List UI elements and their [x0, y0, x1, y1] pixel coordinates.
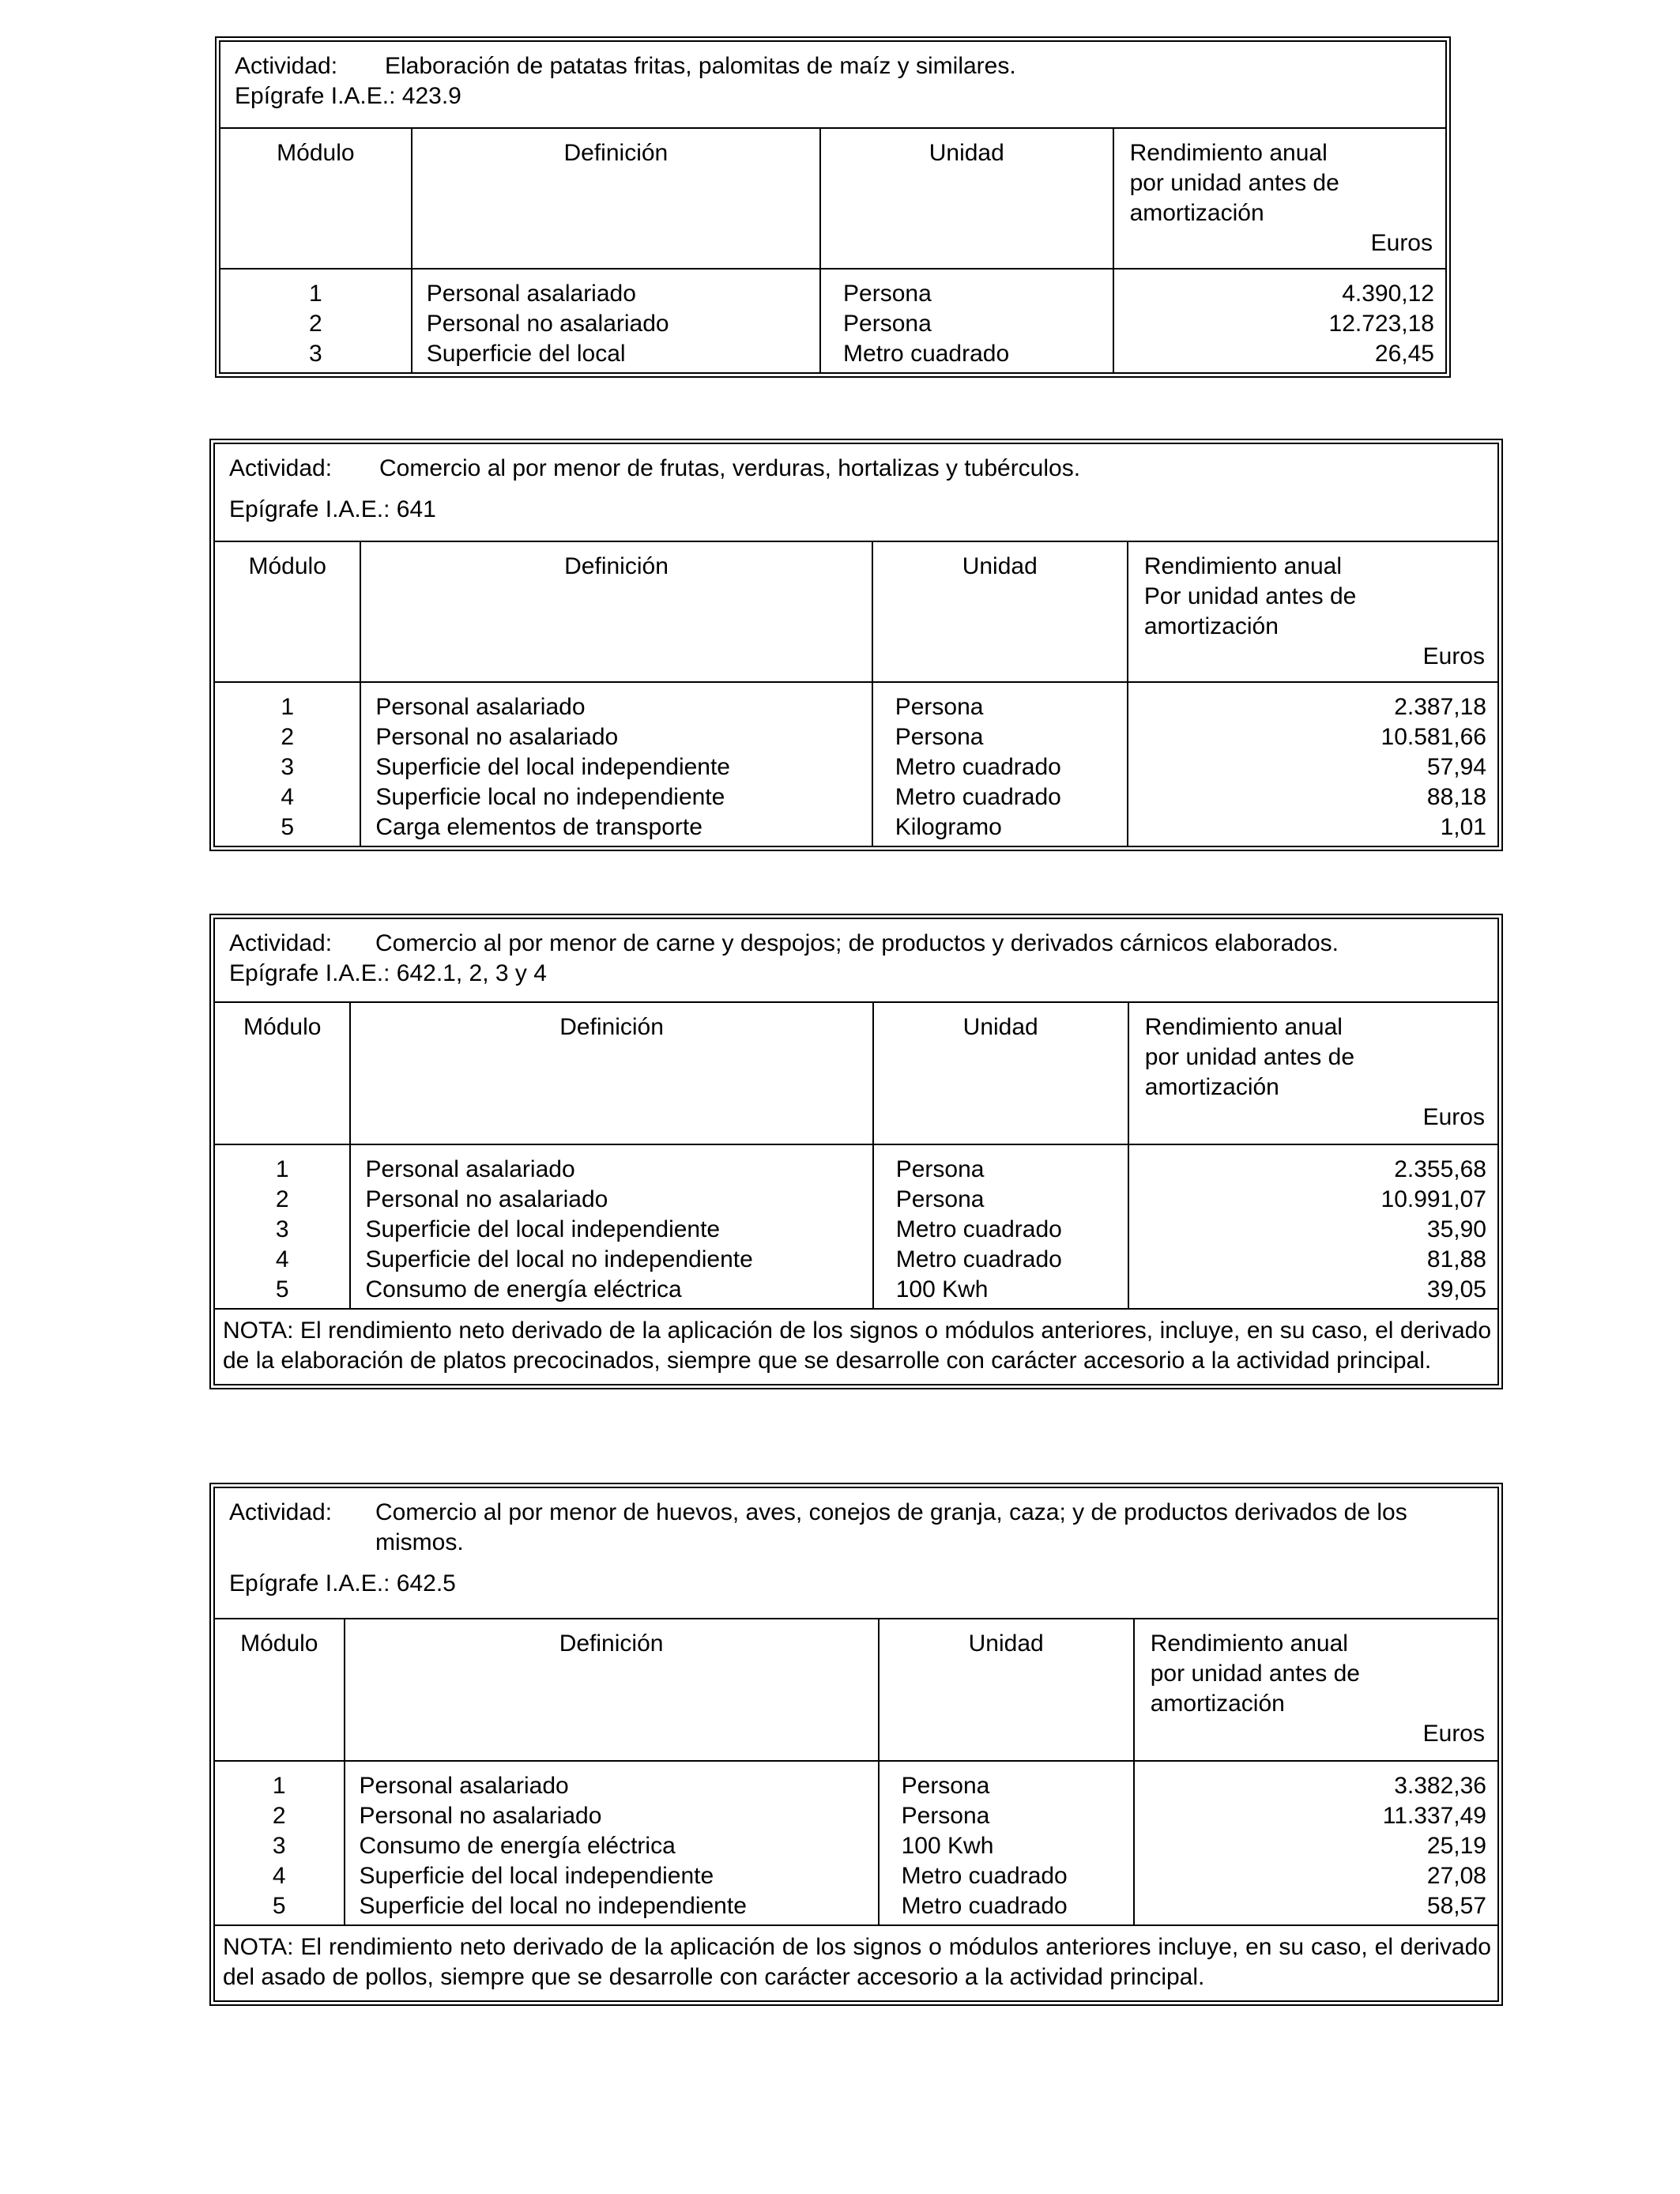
modulo-cell: 1 [272, 1773, 286, 1799]
header-rendimiento [1129, 1003, 1497, 1144]
column-header-row [215, 1003, 1497, 1145]
activity-label: Actividad: [235, 53, 338, 79]
unidad-cell: Metro cuadrado [901, 1863, 1068, 1889]
unidad-cell: Metro cuadrado [895, 1216, 1062, 1242]
valor-cell: 4.390,12 [1342, 281, 1434, 307]
modulo-cell: 5 [281, 814, 295, 840]
table-body [215, 1145, 1497, 1308]
column-header-row [220, 129, 1445, 270]
unidad-column [880, 1762, 1135, 1924]
header-euros: Euros [1422, 1104, 1485, 1130]
header-euros: Euros [1422, 1721, 1485, 1747]
header-unidad: Unidad [873, 542, 1128, 681]
activity-label: Actividad: [229, 930, 333, 956]
modulo-cell: 3 [272, 1833, 286, 1859]
definicion-cell: Superficie del local [426, 341, 626, 367]
header-rendimiento [1135, 1619, 1497, 1760]
unidad-column [873, 683, 1128, 846]
valor-cell: 26,45 [1374, 341, 1434, 367]
valor-column [1128, 683, 1497, 846]
header-rendimiento-line: Rendimiento anual [1129, 140, 1328, 166]
valor-cell: 39,05 [1426, 1276, 1486, 1302]
modulo-column [215, 1145, 351, 1308]
modulo-cell: 1 [281, 694, 295, 720]
activity-name: Comercio al por menor de carne y despojos; de productos y derivados cárnicos elaborados. [375, 930, 1339, 956]
valor-cell: 2.355,68 [1394, 1156, 1486, 1182]
definicion-cell: Superficie del local no independiente [365, 1246, 753, 1272]
header-unidad: Unidad [821, 129, 1114, 268]
epigrafe-line: Epígrafe I.A.E.: 641 [229, 496, 436, 522]
nota-text: NOTA: El rendimiento neto derivado de la aplicación de los signos o módulos anteriores incluye, en su caso, el derivado del asado de pollos, siempre que se desarrolle con carácter accesorio a la actividad principal. [215, 1924, 1497, 2000]
modulo-cell: 3 [275, 1216, 289, 1242]
header-definicion: Definición [345, 1619, 880, 1760]
epigrafe-line: Epígrafe I.A.E.: 642.1, 2, 3 y 4 [229, 960, 547, 986]
valor-cell: 12.723,18 [1328, 311, 1434, 337]
definicion-cell: Consumo de energía eléctrica [365, 1276, 682, 1302]
header-rendimiento [1128, 542, 1497, 681]
definicion-cell: Personal no asalariado [426, 311, 669, 337]
definicion-cell: Superficie del local independiente [359, 1863, 714, 1889]
activity-header [215, 1488, 1497, 1619]
table-frame [213, 443, 1499, 847]
header-unidad: Unidad [880, 1619, 1135, 1760]
header-modulo: Módulo [215, 1003, 351, 1144]
definicion-column [351, 1145, 873, 1308]
header-rendimiento-line: amortización [1144, 1074, 1279, 1100]
modulo-cell: 5 [272, 1893, 286, 1919]
definicion-column [345, 1762, 880, 1924]
activity-label: Actividad: [229, 1499, 333, 1525]
unidad-cell: Persona [895, 724, 984, 750]
header-definicion: Definición [361, 542, 872, 681]
header-rendimiento-line: amortización [1129, 200, 1264, 226]
definicion-cell: Personal no asalariado [365, 1186, 608, 1212]
header-rendimiento-line: por unidad antes de [1129, 170, 1339, 196]
column-header-row [215, 1619, 1497, 1762]
activity-line [229, 454, 1483, 484]
valor-cell: 81,88 [1426, 1246, 1486, 1272]
modulo-cell: 4 [281, 784, 295, 810]
definicion-column [361, 683, 872, 846]
header-rendimiento-line: amortización [1150, 1691, 1285, 1717]
epigrafe-line: Epígrafe I.A.E.: 642.5 [229, 1570, 456, 1596]
unidad-cell: Persona [895, 1156, 985, 1182]
unidad-cell: Persona [895, 1186, 985, 1212]
header-rendimiento-line: Rendimiento anual [1144, 1014, 1343, 1040]
valor-column [1129, 1145, 1497, 1308]
modulo-cell: 4 [272, 1863, 286, 1889]
definicion-cell: Carga elementos de transporte [375, 814, 703, 840]
modulo-cell: 1 [309, 281, 322, 307]
modulo-cell: 1 [275, 1156, 289, 1182]
modulo-cell: 5 [275, 1276, 289, 1302]
unidad-cell: Metro cuadrado [895, 784, 1061, 810]
activity-table [209, 439, 1503, 851]
definicion-cell: Superficie del local no independiente [359, 1893, 747, 1919]
activity-line [229, 929, 1483, 959]
valor-column [1135, 1762, 1497, 1924]
nota-text: NOTA: El rendimiento neto derivado de la aplicación de los signos o módulos anteriores, incluye, en su caso, el derivado de la elaboración de platos precocinados, siempre que se desarrolle con carácter accesorio a la actividad principal. [215, 1308, 1497, 1384]
header-rendimiento [1114, 129, 1445, 268]
table-body [215, 683, 1497, 846]
epigrafe-line: Epígrafe I.A.E.: 423.9 [235, 83, 461, 109]
valor-cell: 11.337,49 [1382, 1803, 1486, 1829]
table-frame [213, 918, 1499, 1385]
header-rendimiento-line: por unidad antes de [1144, 1044, 1355, 1070]
valor-cell: 1,01 [1440, 814, 1486, 840]
header-rendimiento-line: Rendimiento anual [1150, 1630, 1348, 1657]
activity-name: Elaboración de patatas fritas, palomitas de maíz y similares. [385, 53, 1016, 79]
unidad-cell: Persona [901, 1803, 990, 1829]
unidad-cell: Metro cuadrado [895, 754, 1061, 780]
header-modulo: Módulo [215, 1619, 345, 1760]
valor-cell: 25,19 [1426, 1833, 1486, 1859]
header-modulo: Módulo [215, 542, 361, 681]
valor-cell: 10.991,07 [1381, 1186, 1486, 1212]
definicion-cell: Personal asalariado [375, 694, 586, 720]
header-euros: Euros [1422, 643, 1485, 669]
definicion-cell: Personal asalariado [365, 1156, 575, 1182]
activity-header [220, 42, 1445, 129]
header-definicion: Definición [351, 1003, 873, 1144]
column-header-row [215, 542, 1497, 683]
unidad-cell: Metro cuadrado [895, 1246, 1062, 1272]
table-frame [219, 40, 1447, 374]
unidad-cell: Metro cuadrado [901, 1893, 1068, 1919]
header-modulo: Módulo [220, 129, 412, 268]
unidad-cell: Metro cuadrado [843, 341, 1010, 367]
table-body [220, 270, 1445, 372]
definicion-cell: Consumo de energía eléctrica [359, 1833, 676, 1859]
activity-table [215, 36, 1451, 378]
definicion-cell: Personal no asalariado [375, 724, 619, 750]
definicion-cell: Superficie del local independiente [375, 754, 730, 780]
activity-line [229, 1498, 1483, 1558]
table-body [215, 1762, 1497, 1924]
activity-name: Comercio al por menor de frutas, verduras, hortalizas y tubérculos. [379, 455, 1081, 481]
modulo-cell: 3 [281, 754, 295, 780]
header-rendimiento-line: Rendimiento anual [1143, 553, 1342, 579]
definicion-cell: Personal asalariado [359, 1773, 569, 1799]
header-euros: Euros [1370, 230, 1433, 256]
modulo-cell: 2 [275, 1186, 289, 1212]
activity-line [235, 51, 1431, 81]
modulo-column [220, 270, 412, 372]
modulo-column [215, 1762, 345, 1924]
modulo-cell: 3 [309, 341, 322, 367]
modulo-cell: 4 [275, 1246, 289, 1272]
valor-cell: 2.387,18 [1394, 694, 1486, 720]
modulo-column [215, 683, 361, 846]
activity-name: Comercio al por menor de huevos, aves, conejos de granja, caza; y de productos derivados de los mismos. [375, 1499, 1407, 1555]
unidad-cell: 100 Kwh [901, 1833, 994, 1859]
unidad-cell: Persona [901, 1773, 990, 1799]
modulo-cell: 2 [272, 1803, 286, 1829]
header-definicion: Definición [412, 129, 821, 268]
valor-cell: 58,57 [1426, 1893, 1486, 1919]
activity-label: Actividad: [229, 455, 333, 481]
definicion-cell: Superficie del local independiente [365, 1216, 721, 1242]
header-rendimiento-line: amortización [1143, 613, 1279, 639]
valor-cell: 27,08 [1426, 1863, 1486, 1889]
table-frame [213, 1487, 1499, 2002]
modulo-cell: 2 [281, 724, 295, 750]
valor-cell: 3.382,36 [1394, 1773, 1486, 1799]
header-rendimiento-line: Por unidad antes de [1143, 583, 1357, 609]
unidad-column [821, 270, 1114, 372]
activity-header [215, 444, 1497, 542]
unidad-cell: Kilogramo [895, 814, 1002, 840]
valor-cell: 35,90 [1426, 1216, 1486, 1242]
header-rendimiento-line: por unidad antes de [1150, 1661, 1360, 1687]
unidad-column [874, 1145, 1129, 1308]
definicion-column [412, 270, 821, 372]
activity-header [215, 919, 1497, 1003]
valor-cell: 88,18 [1426, 784, 1486, 810]
unidad-cell: Persona [843, 281, 932, 307]
valor-cell: 57,94 [1426, 754, 1486, 780]
valor-cell: 10.581,66 [1381, 724, 1486, 750]
valor-column [1114, 270, 1445, 372]
definicion-cell: Superficie local no independiente [375, 784, 725, 810]
activity-table [209, 1483, 1503, 2006]
modulo-cell: 2 [309, 311, 322, 337]
activity-table [209, 914, 1503, 1389]
definicion-cell: Personal no asalariado [359, 1803, 602, 1829]
unidad-cell: 100 Kwh [895, 1276, 989, 1302]
definicion-cell: Personal asalariado [426, 281, 636, 307]
unidad-cell: Persona [895, 694, 984, 720]
header-unidad: Unidad [874, 1003, 1129, 1144]
unidad-cell: Persona [843, 311, 932, 337]
